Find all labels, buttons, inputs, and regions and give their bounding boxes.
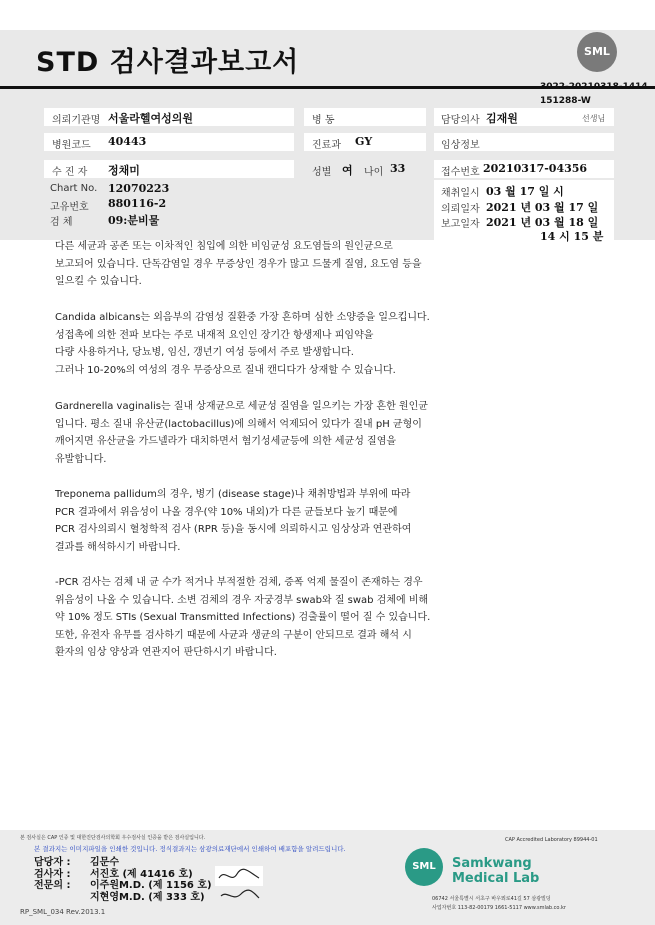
paragraph-candida [55,309,505,379]
cap-number: CAP Accredited Laboratory 89944-01 [505,837,598,843]
text-line: 입니다. 평소 질내 유산균(lactobacillus)에 의해서 억제되어 있다가 질내 pH 균형이 [55,418,422,430]
text-line: PCR 검사의뢰시 혈청학적 검사 (RPR 등)을 동시에 의뢰하시고 임상상과 연관하여 [55,524,412,535]
report-date-value: 2021 년 03 월 18 일 [486,216,599,229]
staff-role-2: 검사자 : [34,869,71,880]
text-line: Candida albicans는 외음부의 감염성 질환중 가장 흔하며 심한 소양증을 일으킵니다. [55,312,430,323]
staff-role-1: 담당자 : [34,857,71,868]
doctor-suffix: 선생님 [582,114,606,123]
patient-label: 수 진 자 [52,167,88,178]
report-code: 3022-20210318-1414 [540,82,648,92]
specimen-label: 검 체 [50,217,73,228]
report-time-value: 14 시 15 분 [540,230,604,243]
report-subcode: 151288-W [540,96,591,106]
brand-address: 06742 서울특별시 서초구 바우뫼로41길 57 삼광빌딩 [432,896,551,902]
dept-label: 진료과 [312,140,341,151]
staff-name-3: 이주원M.D. (제 1156 호) [90,880,212,891]
requester-label: 의뢰기관명 [52,115,101,126]
paragraph-pcr-note [55,574,505,662]
paragraph-intro [55,238,505,291]
paragraph-gardnerella [55,398,505,468]
text-line: 성접촉에 의한 전파 보다는 주로 내재적 요인인 장기간 항생제나 피임약을 [55,329,374,341]
text-line: 유발합니다. [55,453,107,465]
text-line: 그러나 10-20%의 여성의 경우 무증상으로 질내 캔디다가 상재할 수 있습니다. [55,364,396,376]
staff-name-4: 지현영M.D. (제 333 호) [90,892,205,903]
paragraph-treponema [55,486,505,556]
collect-label: 채취일시 [441,188,480,199]
report-title: STD 검사결과보고서 [36,47,300,78]
chart-value: 12070223 [108,182,170,195]
request-value: 2021 년 03 월 17 일 [486,201,599,214]
brand-name-line1: Samkwang [452,856,532,871]
sex-label: 성별 [312,167,332,178]
print-notice: 본 결과지는 이미지파일을 인쇄한 것입니다. 정식결과지는 삼광의료재단에서 인쇄하여 배포함을 알려드립니다. [34,845,346,853]
text-line: Gardnerella vaginalis는 질내 상재균으로 세균성 질염을 일으키는 가장 흔한 원인균 [55,401,428,412]
patient-value: 정채미 [108,164,140,177]
signature-image [215,866,265,906]
form-code: RP_SML_034 Rev.2013.1 [20,908,106,916]
text-line: 다른 세균과 공존 또는 이차적인 침입에 의한 비임균성 요도염들의 원인균으로 [55,241,393,252]
age-value: 33 [390,162,406,175]
staff-name-2: 서진호 (제 41416 호) [90,869,193,880]
staff-role-3: 전문의 : [34,880,71,891]
hospital-code-label: 병원코드 [52,140,91,151]
chart-label: Chart No. [50,183,98,194]
text-line: 또한, 유전자 유무를 검사하기 때문에 사균과 생균의 구분이 안되므로 결과 해석 시 [55,629,412,641]
ward-label: 병 동 [312,115,335,126]
brand-contact: 사업자번호 113-82-00179 1661-5117 www.smlab.co.kr [432,905,566,911]
accreditation-text: 본 검사실은 CAP 인증 및 대한진단검사의학회 우수검사실 인증을 받은 검사실입니다. [20,835,206,841]
brand-name-line2: Medical Lab [452,871,540,886]
sex-value: 여 [342,164,353,177]
doctor-value: 김재원 [486,112,518,125]
hospital-code-value: 40443 [108,135,147,148]
request-label: 의뢰일자 [441,204,480,215]
text-line: 위음성이 나올 수 있습니다. 소변 검체의 경우 자궁경부 swab와 질 swab 검체에 비해 [55,594,429,606]
text-line: 깨어지면 유산균을 가드넬라가 대치하면서 혐기성세균등에 의한 세균성 질염을 [55,436,397,447]
text-line: 일으킬 수 있습니다. [55,276,142,287]
unique-value: 880116-2 [108,197,167,210]
dept-value: GY [355,135,373,148]
text-line: 약 10% 정도 STIs (Sexual Transmitted Infections) 검출률이 떨어 질 수 있습니다. [55,612,431,623]
clinical-label: 임상정보 [441,140,480,151]
text-line: 결과를 해석하시기 바랍니다. [55,541,181,553]
collect-value: 03 월 17 일 시 [486,185,564,198]
receipt-label: 접수번호 [441,167,480,178]
text-line: -PCR 검사는 검체 내 균 수가 적거나 부적절한 검체, 증폭 억제 물질이 존재하는 경우 [55,577,423,588]
receipt-value: 20210317-04356 [483,162,588,175]
staff-name-1: 김문수 [90,857,119,868]
age-label: 나이 [364,167,384,178]
report-date-label: 보고일자 [441,219,480,230]
specimen-value: 09:분비물 [108,214,160,227]
requester-value: 서울라헬여성의원 [108,112,194,125]
samkwang-logo-icon: SML [405,848,443,886]
text-line: Treponema pallidum의 경우, 병기 (disease stage)나 채취방법과 부위에 따라 [55,489,411,500]
text-line: 다량 사용하거나, 당뇨병, 임신, 갱년기 여성 등에서 주로 발생합니다. [55,347,354,358]
doctor-label: 담당의사 [441,115,480,126]
text-line: 환자의 임상 양상과 연관지어 판단하시기 바랍니다. [55,647,277,658]
text-line: PCR 결과에서 위음성이 나올 경우(약 10% 내외)가 다른 균들보다 높기 때문에 [55,506,398,518]
unique-label: 고유번호 [50,202,89,213]
text-line: 보고되어 있습니다. 단독감염일 경우 무증상인 경우가 많고 드물게 질염, 요도염 등을 [55,258,422,270]
sml-logo: SML [577,32,617,72]
